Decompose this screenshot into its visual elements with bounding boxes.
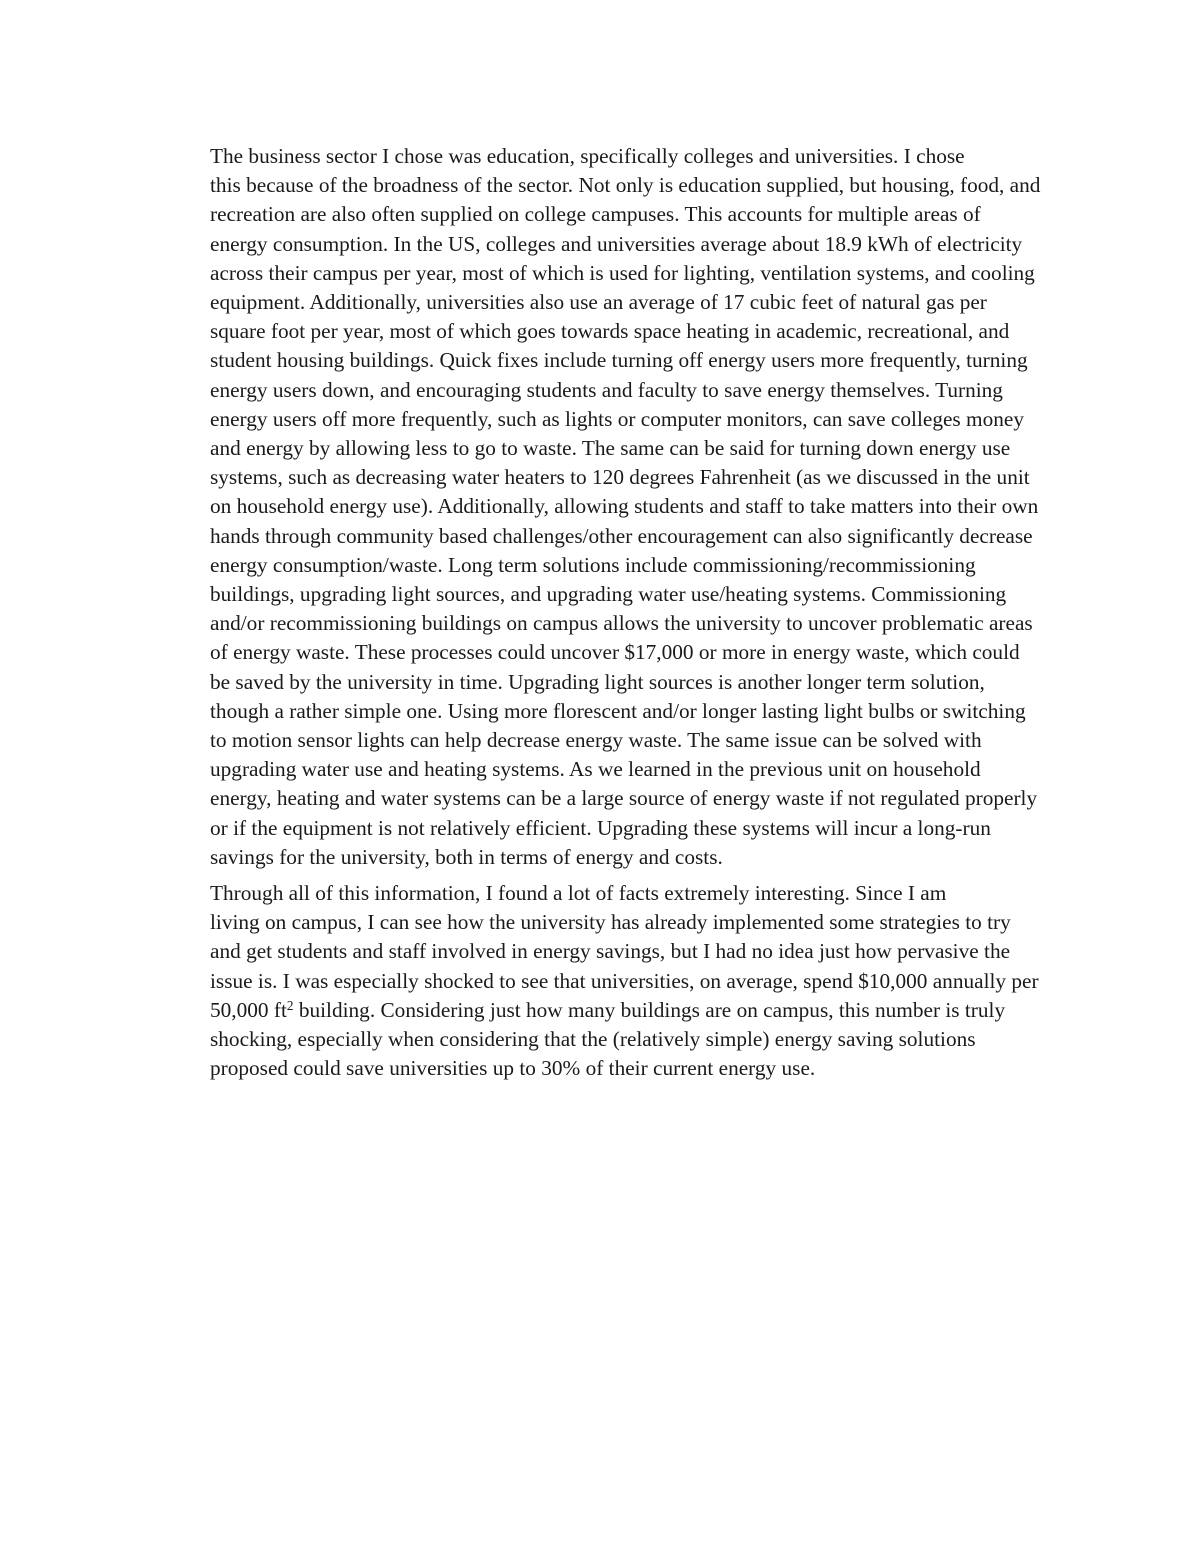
- text-line: or if the equipment is not relatively efficient. Upgrading these systems will incur a long-run: [210, 815, 991, 840]
- text-line: and/or recommissioning buildings on campus allows the university to uncover problematic areas: [210, 611, 1033, 636]
- text-line-with-superscript: [141, 996, 1059, 1025]
- text-line: and energy by allowing less to go to waste. The same can be said for turning down energy use: [210, 436, 1011, 461]
- text-line: on household energy use). Additionally, allowing students and staff to take matters into their own: [210, 494, 1039, 519]
- text-line: equipment. Additionally, universities also use an average of 17 cubic feet of natural gas per: [210, 290, 987, 315]
- text-line: hands through community based challenges/other encouragement can also significantly decrease: [210, 523, 1033, 548]
- paragraph-2: [141, 879, 1059, 1083]
- text-line: this because of the broadness of the sector. Not only is education supplied, but housing, food, and: [210, 173, 1041, 198]
- text-line: energy users off more frequently, such as lights or computer monitors, can save colleges money: [210, 406, 1024, 431]
- text-line: savings for the university, both in terms of energy and costs.: [210, 844, 723, 869]
- text-line: living on campus, I can see how the university has already implemented some strategies to try: [210, 910, 1011, 935]
- text-line: buildings, upgrading light sources, and upgrading water use/heating systems. Commissioning: [210, 582, 1007, 607]
- square-superscript: 2: [286, 997, 294, 1013]
- text-line: be saved by the university in time. Upgrading light sources is another longer term solution,: [210, 669, 985, 694]
- text-line: of energy waste. These processes could uncover $17,000 or more in energy waste, which could: [210, 640, 1020, 665]
- text-line: across their campus per year, most of which is used for lighting, ventilation systems, and cooling: [210, 260, 1035, 285]
- text-line: to motion sensor lights can help decrease energy waste. The same issue can be solved with: [210, 728, 982, 753]
- text-line: Through all of this information, I found a lot of facts extremely interesting. Since I am: [210, 881, 947, 906]
- text-line: and get students and staff involved in energy savings, but I had no idea just how pervasive the: [210, 939, 1011, 964]
- text-line: energy consumption/waste. Long term solutions include commissioning/recommissioning: [210, 552, 976, 577]
- text-line: upgrading water use and heating systems. As we learned in the previous unit on household: [210, 757, 981, 782]
- text-line: proposed could save universities up to 30% of their current energy use.: [210, 1056, 816, 1081]
- text-line: systems, such as decreasing water heaters to 120 degrees Fahrenheit (as we discussed in the unit: [210, 465, 1030, 490]
- text-line: energy consumption. In the US, colleges and universities average about 18.9 kWh of electricity: [210, 231, 1023, 256]
- text-line: though a rather simple one. Using more florescent and/or longer lasting light bulbs or switching: [210, 698, 1026, 723]
- text-line: The business sector I chose was education, specifically colleges and universities. I chose: [210, 144, 965, 168]
- text-line-continuation: building. Considering just how many buildings are on campus, this number is truly: [293, 997, 1006, 1022]
- text-line: shocking, especially when considering that the (relatively simple) energy saving solutions: [210, 1027, 976, 1052]
- text-line: square foot per year, most of which goes towards space heating in academic, recreational, and: [210, 319, 1010, 344]
- text-line: student housing buildings. Quick fixes include turning off energy users more frequently, turning: [210, 348, 1028, 373]
- text-line: energy, heating and water systems can be a large source of energy waste if not regulated properly: [210, 786, 1038, 811]
- area-value: 50,000 ft: [210, 997, 287, 1022]
- text-line: recreation are also often supplied on college campuses. This accounts for multiple areas of: [210, 202, 981, 227]
- document-body: [141, 142, 1059, 1084]
- text-line: energy users down, and encouraging students and faculty to save energy themselves. Turning: [210, 377, 1003, 402]
- paragraph-1: [141, 142, 1059, 872]
- text-line: issue is. I was especially shocked to see that universities, on average, spend $10,000 annually per: [210, 968, 1039, 993]
